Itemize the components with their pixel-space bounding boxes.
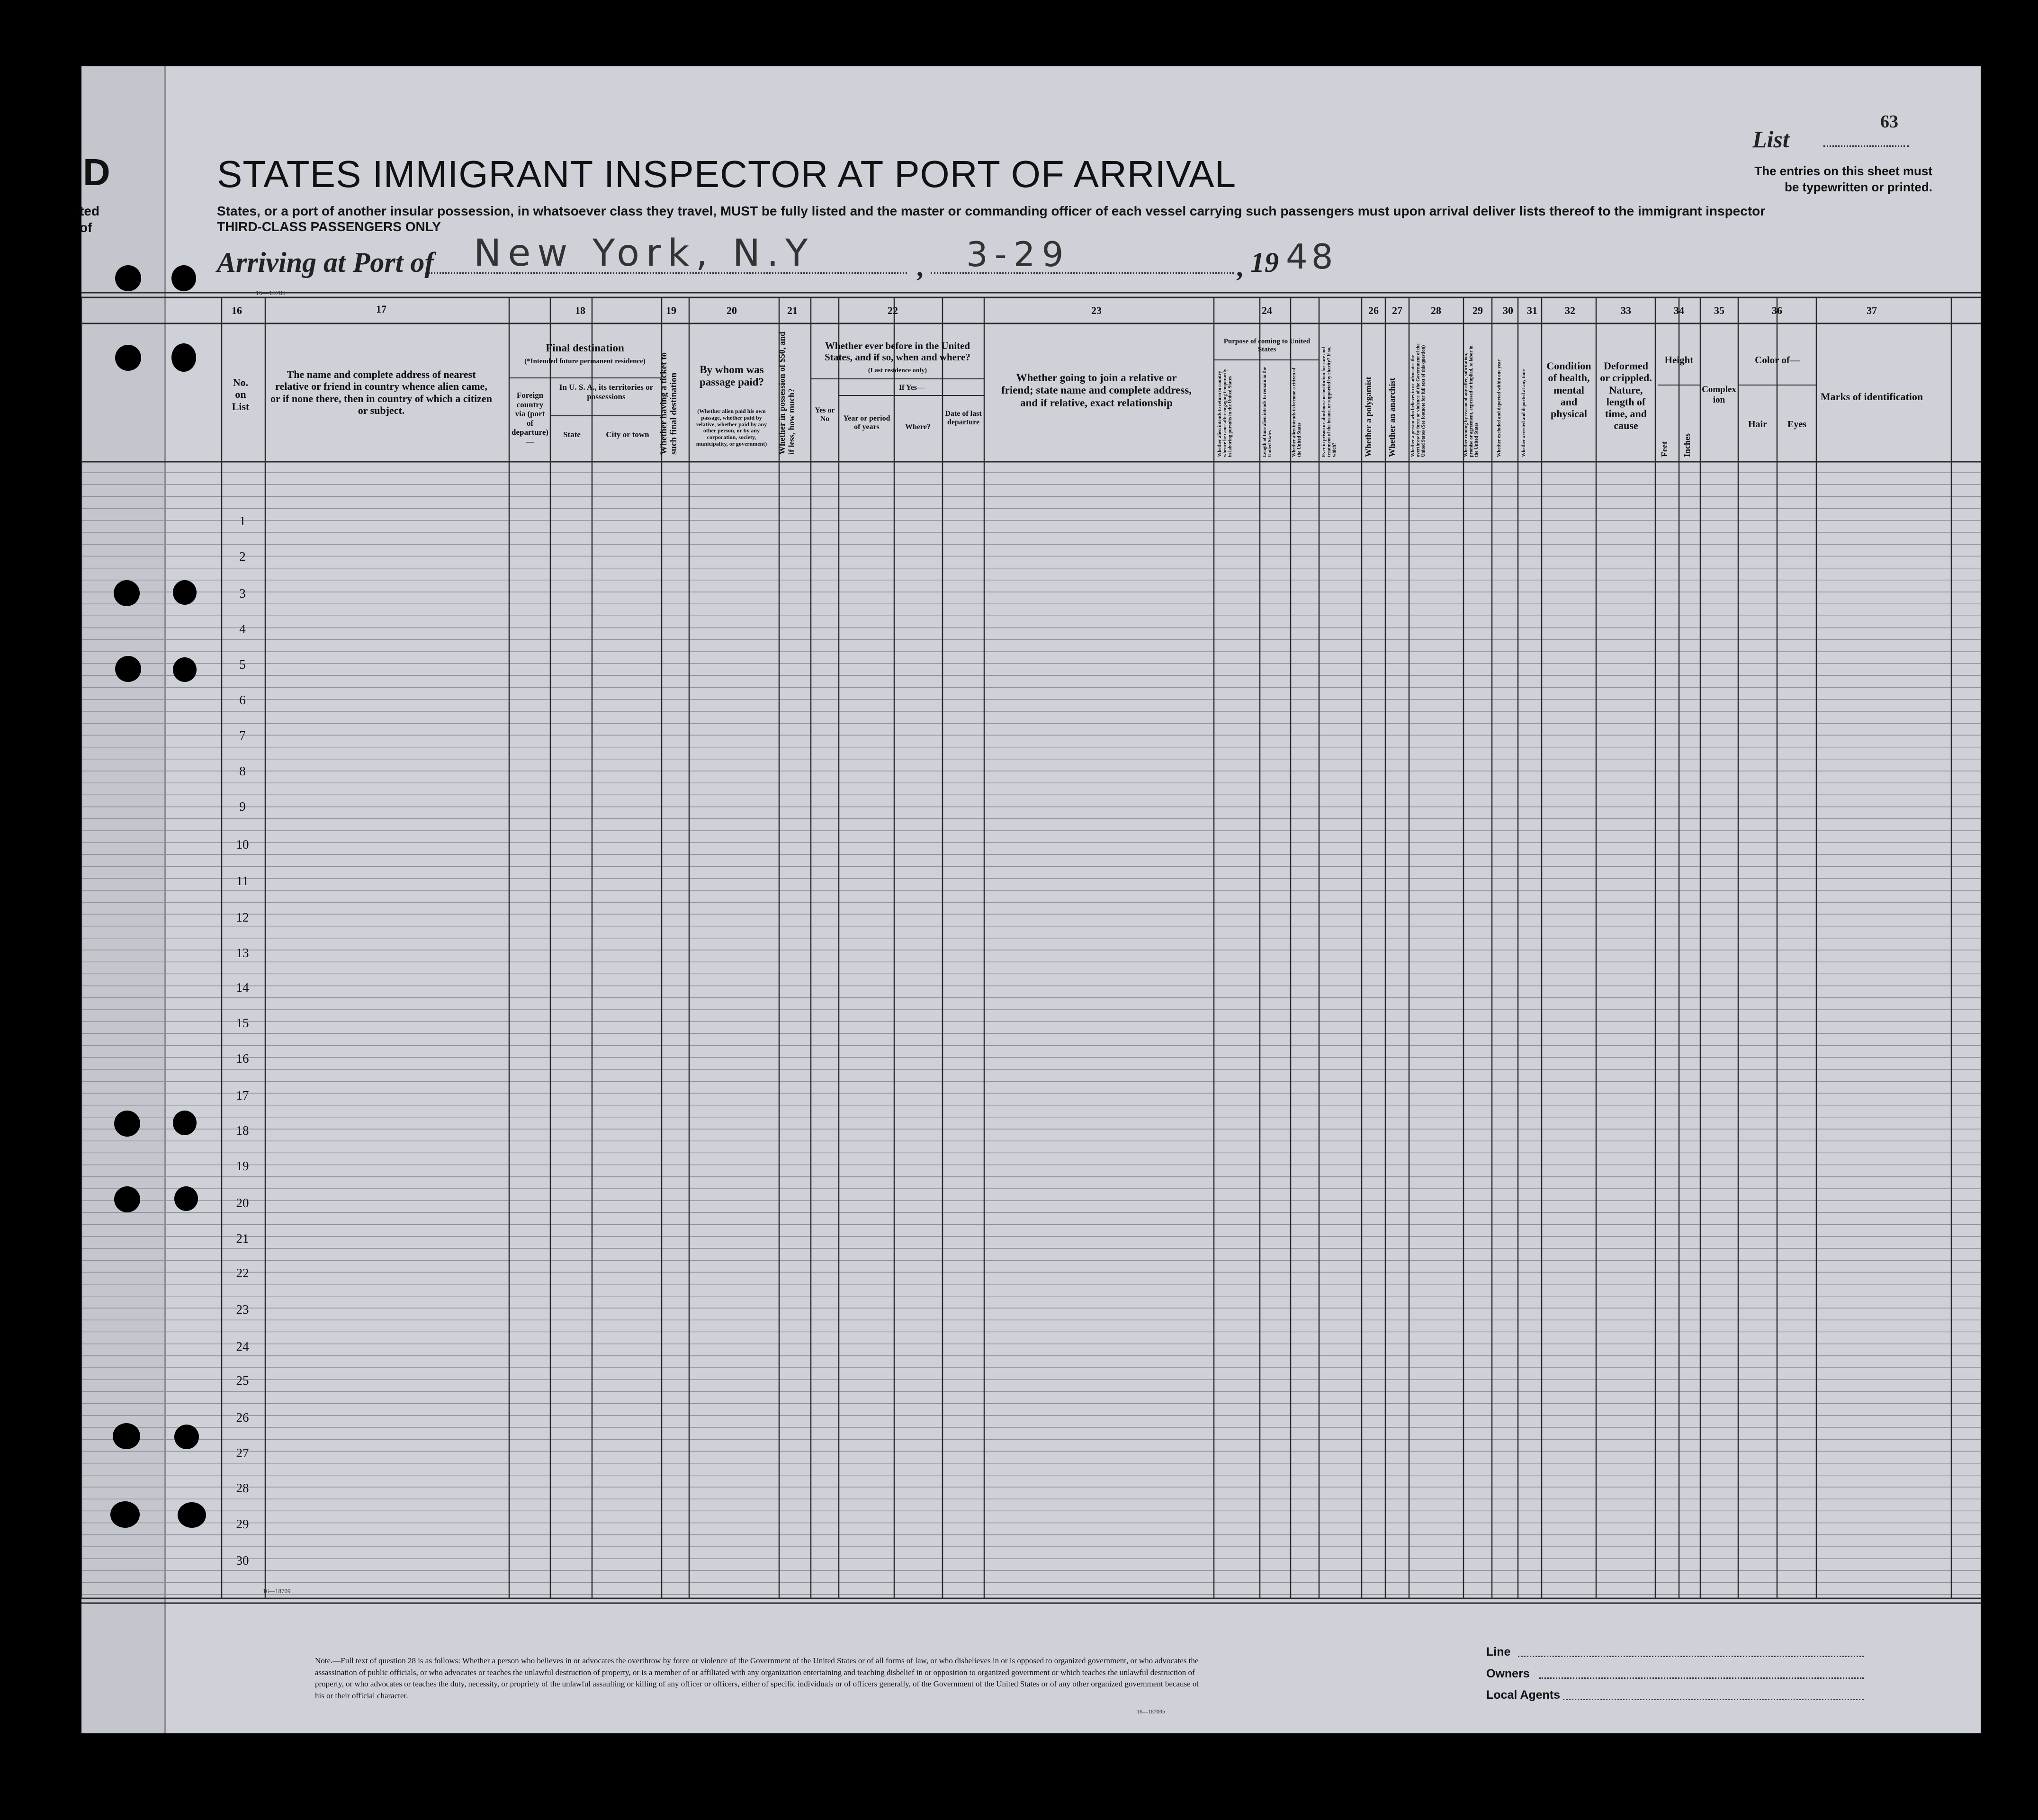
arriving-label: Arriving at Port of (217, 247, 434, 278)
col-num-31: 31 (1527, 305, 1537, 316)
col-num-37: 37 (1867, 305, 1877, 316)
col-20-note: (Whether alien paid his own passage, whether paid by relative, whether paid by any other person, or by any corporation, society, municipality, or government) (696, 408, 767, 447)
punch-hole (113, 1423, 140, 1449)
row-number: 16 (236, 1051, 249, 1066)
col-18-foreign: Foreign country via (port of departure)— (512, 391, 549, 446)
footnote-code: 16—18709b (1137, 1708, 1165, 1715)
row-number: 5 (239, 657, 246, 672)
col-28-header: Whether a person who believes in or advocates the overthrow by force or violence of the Government of the United States (See footnote for full text of this question) (1410, 343, 1426, 457)
footnote: Note.—Full text of question 28 is as follows: Whether a person who believes in or advocates the overthrow by force or violence of the Government of the United States or of all forms of law, or who disbelieves in or is opposed to organized government, or who advocates the assassination of public officials, or who advocates or teaches the unlawful destruction of property, or is a member of or affiliated with any organization entertaining and teaching disbelief in or opposition to organized government or which teaches the unlawful destruction of property, or who advocates or teaches the duty, necessity, or propriety of the unlawful assaulting or killing of any officer or officers, either of specific individuals or of officers generally, of the Government of the United States or of any other organized government because of his or their official character. (315, 1656, 1200, 1700)
col-num-34: 34 (1674, 305, 1684, 316)
col-num-33: 33 (1621, 305, 1631, 316)
row-number: 2 (239, 549, 246, 564)
col-num-19: 19 (666, 305, 676, 316)
year-prefix: 19 (1250, 247, 1279, 278)
left-fragment-letter: D (83, 151, 110, 193)
punch-hole (178, 1502, 206, 1528)
punch-hole (115, 656, 141, 682)
col-22-ifyes: If Yes— (898, 384, 925, 392)
punch-hole (171, 343, 196, 372)
punch-hole (115, 265, 141, 291)
col-36-hair: Hair (1748, 419, 1767, 430)
row-number: 15 (236, 1016, 249, 1030)
punch-hole (174, 1186, 198, 1211)
row-number: 28 (236, 1481, 249, 1495)
col-18-header: Final destination (546, 342, 624, 354)
punch-hole (110, 1501, 140, 1528)
punch-hole (171, 265, 196, 291)
row-number: 10 (236, 837, 249, 852)
handwritten-year: 48 (1286, 237, 1337, 277)
col-22-note: (Last residence only) (868, 367, 927, 374)
punch-hole (114, 580, 140, 606)
col-num-35: 35 (1714, 305, 1724, 316)
entries-note-line: The entries on this sheet must (1754, 164, 1932, 178)
col-num-28: 28 (1431, 305, 1441, 316)
col-num-22: 22 (888, 305, 898, 316)
col-37-header: Marks of identification (1820, 391, 1923, 403)
col-16-header: No. on List (232, 377, 250, 412)
page-title: STATES IMMIGRANT INSPECTOR AT PORT OF ARRIVAL (217, 153, 1237, 195)
col-18-city: City or town (606, 430, 649, 439)
col-num-17: 17 (376, 303, 386, 315)
entries-note-line: be typewritten or printed. (1784, 179, 1932, 194)
row-number: 29 (236, 1517, 249, 1531)
row-number: 11 (236, 874, 249, 888)
row-number: 25 (236, 1373, 249, 1388)
col-36-header: Color of— (1755, 354, 1800, 366)
col-24a-header: Whether alien intends to return to country whence he came after engaging temporarily in laboring pursuits in the United States (1217, 368, 1233, 457)
col-27-header: Whether an anarchist (1387, 377, 1397, 457)
left-fragment-text: of (80, 220, 92, 235)
col-num-21: 21 (787, 305, 798, 316)
row-number: 13 (236, 946, 249, 960)
footer-line-dots (1518, 1656, 1864, 1657)
col-21-header: Whether in possession of $50, and if less, how much? (777, 332, 796, 455)
col-25-header: Ever in prison or almshouse or institution for care and treatment of the insane, or supported by charity? If so, which? (1321, 346, 1337, 457)
col-33-header: Deformed or crippled. Nature, length of time, and cause (1600, 360, 1652, 432)
col-num-26: 26 (1368, 305, 1379, 316)
col-31-header: Whether arrested and deported at any time (1521, 369, 1526, 457)
row-number: 14 (236, 980, 249, 995)
row-number: 6 (239, 693, 246, 707)
row-number: 27 (236, 1446, 249, 1460)
col-22-header: Whether ever before in the United States, and if so, when and where? (825, 340, 970, 363)
col-24c-header: Whether alien intends to become a citizen of the United States (1292, 368, 1302, 457)
col-num-36: 36 (1772, 305, 1782, 316)
punch-hole (173, 580, 197, 605)
row-number: 18 (236, 1123, 249, 1138)
col-23-header: Whether going to join a relative or friend; state name and complete address, and if relative, exact relationship (1001, 372, 1192, 409)
col-24b-header: Length of time alien intends to remain in the United States (1262, 367, 1273, 457)
col-num-23: 23 (1091, 305, 1102, 316)
col-17-header: The name and complete address of nearest relative or friend in country whence alien came, or if none there, then in country of which a citizen or subject. (270, 368, 492, 416)
col-30-header: Whether excluded and deported within one year (1497, 359, 1502, 457)
row-number: 9 (239, 799, 246, 814)
comma: , (1236, 251, 1243, 282)
punch-hole (114, 1186, 140, 1212)
footer-owners-label: Owners (1486, 1667, 1530, 1680)
comma: , (916, 251, 924, 282)
col-22-period: Year or period of years (843, 414, 890, 431)
punch-hole (114, 1111, 140, 1137)
col-34-inches: Inches (1682, 433, 1692, 457)
col-22-date: Date of last departure (945, 410, 982, 427)
row-number: 24 (236, 1339, 249, 1354)
row-number: 1 (239, 514, 246, 528)
row-number: 3 (239, 586, 246, 601)
col-22-yesno: Yes or No (815, 406, 835, 423)
handwritten-date: 3-29 (966, 234, 1070, 274)
col-26-header: Whether a polygamist (1364, 377, 1373, 457)
handwritten-port: New York, N.Y (474, 232, 815, 275)
form-code-bottom: 16—18709 (263, 1587, 291, 1595)
row-number: 7 (239, 728, 246, 743)
col-29-header: Whether coming by reason of any offer, solicitation, promise or agreement, expressed or implied, to labor in the United States (1463, 345, 1479, 457)
footer-line-label: Line (1486, 1645, 1511, 1659)
col-num-27: 27 (1392, 305, 1402, 316)
row-number: 26 (236, 1410, 249, 1425)
subtitle: States, or a port of another insular possession, in whatsoever class they travel, MUST be fully listed and the master or commanding officer of each vessel carrying such passengers must upon arrival deliver lists thereof to the immigrant inspector (217, 204, 1766, 218)
punch-hole (174, 1425, 199, 1449)
col-22-where: Where? (905, 423, 931, 431)
col-num-20: 20 (727, 305, 737, 316)
row-number: 20 (236, 1196, 249, 1210)
punch-hole (173, 657, 197, 682)
class-line: THIRD-CLASS PASSENGERS ONLY (217, 219, 441, 234)
col-20-header: By whom was passage paid? (699, 364, 764, 388)
footer-agents-label: Local Agents (1486, 1688, 1561, 1702)
footer-agents-dots (1563, 1699, 1864, 1700)
list-number: 63 (1880, 112, 1898, 132)
punch-hole (173, 1111, 197, 1135)
punch-hole (115, 345, 141, 371)
row-number: 19 (236, 1159, 249, 1173)
row-number: 8 (239, 764, 246, 778)
col-32-header: Condition of health, mental and physical (1546, 360, 1591, 420)
col-34-header: Height (1664, 354, 1694, 366)
col-34-feet: Feet (1660, 441, 1669, 457)
row-number: 23 (236, 1302, 249, 1317)
row-number: 12 (236, 910, 249, 924)
col-num-29: 29 (1472, 305, 1483, 316)
col-num-18: 18 (575, 305, 585, 316)
col-18-note: (*Intended future permanent residence) (524, 358, 646, 365)
col-num-16: 16 (232, 305, 242, 316)
col-24-header: Purpose of coming to United States (1223, 338, 1311, 354)
col-num-30: 30 (1503, 305, 1513, 316)
col-35-header: Complexion (1702, 385, 1736, 405)
row-number: 30 (236, 1553, 249, 1568)
col-18-state: State (563, 430, 581, 439)
row-number: 21 (236, 1231, 249, 1246)
col-19-header: Whether having a ticket to such final destination (659, 352, 679, 455)
list-label: List (1752, 126, 1789, 152)
col-num-32: 32 (1565, 305, 1575, 316)
row-number: 22 (236, 1266, 249, 1280)
row-number: 4 (239, 622, 246, 636)
form-code: 16—18709 (256, 290, 286, 297)
col-18-usa: In U. S. A., its territories or possessions (559, 383, 654, 401)
col-num-24: 24 (1262, 305, 1272, 316)
footer-owners-dots (1539, 1677, 1864, 1679)
col-36-eyes: Eyes (1787, 419, 1806, 430)
left-fragment-text: ted (80, 204, 99, 218)
row-number: 17 (236, 1088, 249, 1103)
